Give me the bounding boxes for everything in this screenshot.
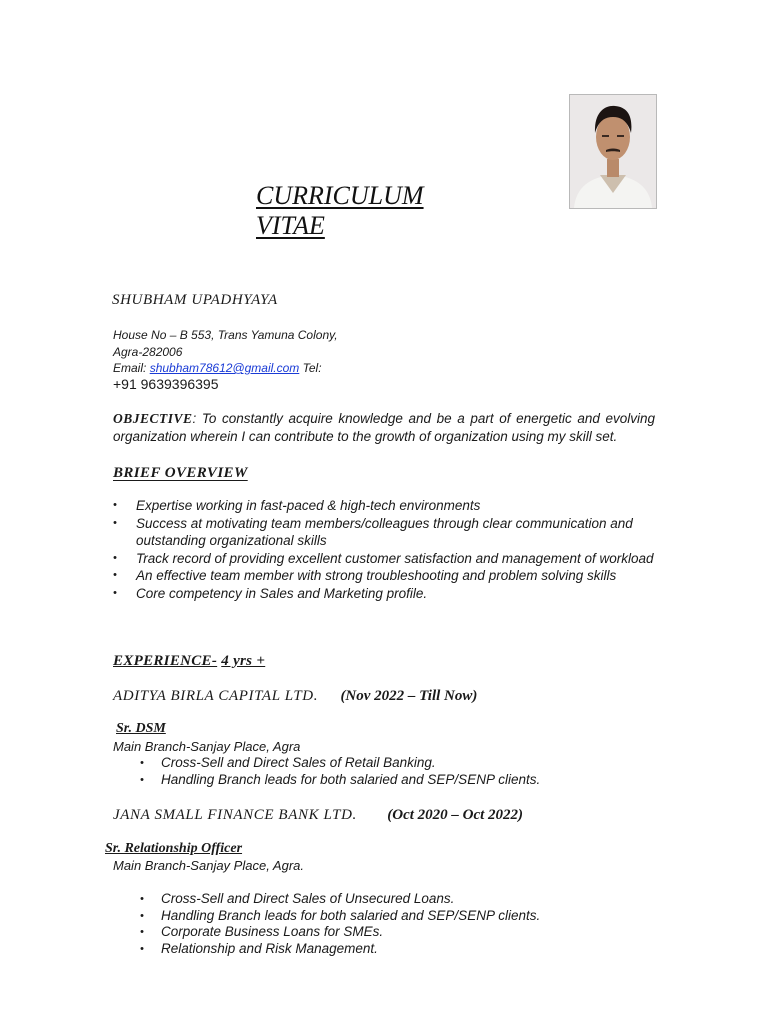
job-branch-1: Main Branch-Sanjay Place, Agra	[113, 739, 301, 754]
job-branch-2: Main Branch-Sanjay Place, Agra.	[113, 858, 305, 873]
email-link[interactable]: shubham78612@gmail.com	[149, 361, 300, 375]
bullet-icon: •	[113, 586, 117, 599]
job-company-2: JANA SMALL FINANCE BANK LTD. (Oct 2020 – Oct 2022)	[113, 807, 524, 823]
list-item: • Cross-Sell and Direct Sales of Retail Banking.	[140, 755, 436, 770]
objective-text: : To constantly acquire knowledge and be a part of energetic and evolving organization wherein I can contribute to the growth of organization using my skill set.	[113, 411, 655, 444]
overview-heading: BRIEF OVERVIEW	[113, 465, 248, 481]
phone-number: +91 9639396395	[113, 376, 219, 392]
bullet-icon: •	[140, 942, 144, 955]
title-line-1: CURRICULUM	[256, 181, 424, 210]
job-role-2: Sr. Relationship Officer	[105, 841, 243, 856]
bullet-icon: •	[140, 893, 144, 905]
email-label: Email:	[113, 361, 147, 375]
experience-label: EXPERIENCE-	[113, 653, 218, 669]
list-item: • Relationship and Risk Management.	[140, 940, 378, 956]
person-portrait-icon	[570, 95, 656, 208]
bullet-icon: •	[113, 551, 117, 564]
list-item: • An effective team member with strong troubleshooting and problem solving skills	[113, 568, 617, 583]
list-item: • Handling Branch leads for both salaried and SEP/SENP clients.	[140, 907, 541, 923]
experience-heading	[113, 653, 265, 670]
list-item: • Cross-Sell and Direct Sales of Unsecured Loans.	[140, 891, 455, 906]
document-title	[256, 181, 456, 241]
address-line-2: Agra-282006	[113, 345, 183, 359]
tel-label: Tel:	[302, 361, 322, 375]
profile-photo	[569, 94, 657, 209]
job-duties-2	[140, 891, 660, 957]
job-company-1: ADITYA BIRLA CAPITAL LTD. (Nov 2022 – Till Now)	[113, 688, 478, 704]
job-role-1: Sr. DSM	[116, 721, 166, 736]
bullet-icon: •	[113, 499, 117, 511]
bullet-icon: •	[140, 909, 144, 922]
job-period-2: (Oct 2020 – Oct 2022)	[387, 807, 524, 823]
address-line-1: House No – B 553, Trans Yamuna Colony,	[113, 328, 338, 342]
list-item: • Success at motivating team members/colleagues through clear communication and outstanding organizational skills	[113, 515, 633, 548]
overview-list	[113, 497, 658, 602]
job-period-1: (Nov 2022 – Till Now)	[340, 688, 478, 704]
list-item: • Core competency in Sales and Marketing profile.	[113, 585, 428, 601]
bullet-icon: •	[140, 926, 144, 938]
list-item: • Expertise working in fast-paced & high-tech environments	[113, 498, 481, 513]
experience-duration: 4 yrs +	[221, 653, 266, 669]
candidate-name: SHUBHAM UPADHYAYA	[112, 292, 278, 308]
bullet-icon: •	[113, 516, 117, 529]
list-item: • Handling Branch leads for both salaried and SEP/SENP clients.	[140, 771, 541, 787]
email-line	[113, 360, 322, 376]
job-duties-1	[140, 755, 660, 788]
objective-label: OBJECTIVE	[113, 411, 193, 426]
objective-paragraph	[113, 410, 655, 446]
bullet-icon: •	[113, 569, 117, 581]
list-item: • Track record of providing excellent customer satisfaction and management of workload	[113, 550, 654, 566]
bullet-icon: •	[140, 773, 144, 786]
bullet-icon: •	[140, 757, 144, 769]
title-line-2: VITAE	[256, 211, 325, 240]
list-item: • Corporate Business Loans for SMEs.	[140, 924, 384, 939]
